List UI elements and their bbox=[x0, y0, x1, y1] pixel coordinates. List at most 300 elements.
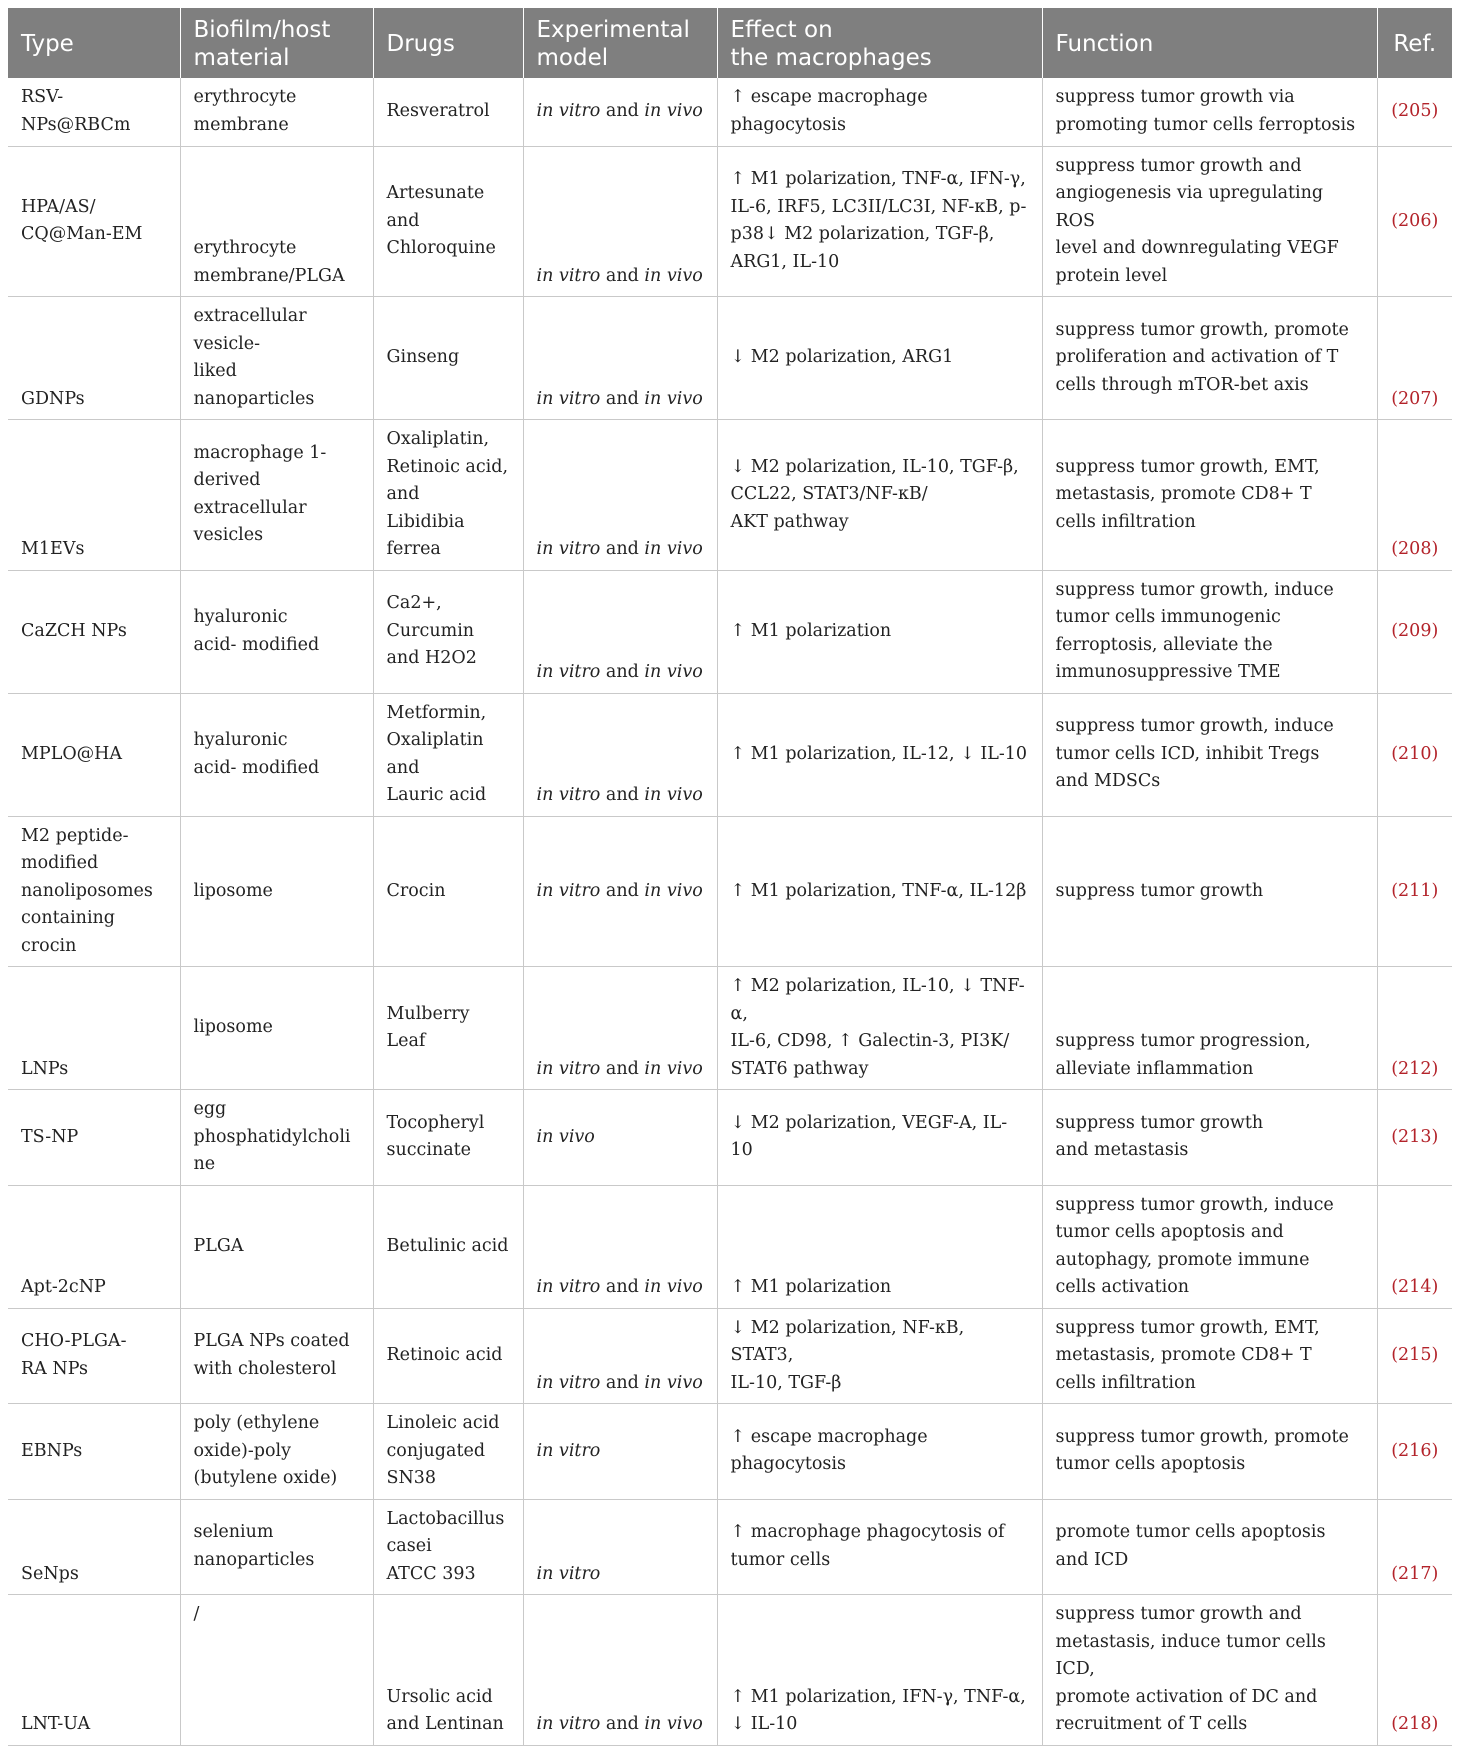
model-text: in vitro bbox=[536, 388, 601, 409]
model-text: in vivo bbox=[644, 880, 703, 901]
drugs-line: ATCC 393 bbox=[386, 1563, 476, 1584]
drugs-line: Retinoic acid bbox=[386, 1345, 503, 1365]
function-line: and MDSCs bbox=[1055, 771, 1161, 792]
ref-paren: ( bbox=[1391, 1126, 1399, 1147]
material-line: extracellular bbox=[193, 497, 307, 518]
effect-line: ↓ M2 polarization, ARG1 bbox=[730, 347, 954, 368]
ref-link[interactable]: 208 bbox=[1398, 539, 1432, 559]
model-text: in vitro bbox=[536, 1714, 601, 1734]
cell-ref bbox=[1377, 1185, 1452, 1308]
material-line: poly (ethylene bbox=[193, 1413, 320, 1433]
cell-function bbox=[1042, 146, 1377, 297]
header-drugs bbox=[373, 8, 523, 78]
cell-model bbox=[523, 1090, 717, 1186]
effect-line: tumor cells bbox=[730, 1549, 831, 1570]
table-row bbox=[8, 1404, 1452, 1500]
type-line: GDNPs bbox=[21, 388, 85, 409]
ref-link[interactable]: 209 bbox=[1398, 620, 1432, 641]
table-row bbox=[8, 1595, 1452, 1746]
header-text: Biofilm/host bbox=[193, 17, 331, 43]
function-line: immunosuppressive TME bbox=[1055, 662, 1281, 682]
model-text: in vivo bbox=[536, 1126, 595, 1147]
cell-type bbox=[8, 1185, 180, 1308]
cell-material bbox=[180, 1404, 373, 1500]
ref-paren: ( bbox=[1391, 1440, 1399, 1461]
drugs-line: Lactobacillus bbox=[386, 1508, 505, 1529]
cell-drugs bbox=[373, 1595, 523, 1746]
table-row bbox=[8, 146, 1452, 297]
effect-line: ↑ M1 polarization, TNF-α, IL-12β bbox=[730, 880, 1027, 901]
header-text: model bbox=[536, 45, 609, 71]
cell-type bbox=[8, 420, 180, 571]
cell-drugs bbox=[373, 420, 523, 571]
ref-link[interactable]: 216 bbox=[1398, 1440, 1432, 1461]
model-text: in vitro bbox=[536, 265, 601, 286]
material-line: acid- modified bbox=[193, 757, 320, 778]
cell-ref bbox=[1377, 1499, 1452, 1595]
ref-paren: ( bbox=[1391, 620, 1399, 641]
model-conjunction: and bbox=[600, 539, 645, 559]
function-line: suppress tumor growth, induce bbox=[1055, 716, 1334, 737]
table-row bbox=[8, 967, 1452, 1090]
ref-paren: ( bbox=[1391, 1714, 1399, 1734]
function-line: suppress tumor growth, EMT, bbox=[1055, 456, 1320, 477]
table-row bbox=[8, 693, 1452, 816]
drugs-line: Oxaliplatin bbox=[386, 730, 484, 750]
effect-line: ↑ M1 polarization, IFN-γ, TNF-α, bbox=[730, 1686, 1026, 1707]
drugs-line: Curcumin bbox=[386, 620, 475, 641]
cell-material bbox=[180, 78, 373, 146]
material-line: erythrocyte bbox=[193, 87, 297, 108]
model-text: in vitro bbox=[536, 1277, 601, 1297]
header-text: Experimental bbox=[536, 17, 690, 43]
table-row bbox=[8, 78, 1452, 146]
material-line: acid- modified bbox=[193, 634, 320, 655]
ref-paren: ) bbox=[1431, 1345, 1439, 1365]
cell-ref bbox=[1377, 1090, 1452, 1186]
model-text: in vivo bbox=[644, 785, 703, 805]
function-line: alleviate inflammation bbox=[1055, 1058, 1254, 1079]
function-line: promoting tumor cells ferroptosis bbox=[1055, 114, 1356, 135]
cell-drugs bbox=[373, 570, 523, 693]
table-row bbox=[8, 570, 1452, 693]
function-line: and ICD bbox=[1055, 1549, 1129, 1570]
cell-ref bbox=[1377, 146, 1452, 297]
cell-function bbox=[1042, 1308, 1377, 1404]
type-line: LNT-UA bbox=[21, 1714, 91, 1734]
function-line: angiogenesis via upregulating ROS bbox=[1055, 183, 1324, 231]
function-line: autophagy, promote immune bbox=[1055, 1249, 1310, 1270]
model-text: in vitro bbox=[536, 880, 601, 901]
model-conjunction: and bbox=[600, 662, 645, 682]
ref-paren: ) bbox=[1431, 210, 1439, 231]
drugs-line: Chloroquine bbox=[386, 238, 496, 258]
effect-line: CCL22, STAT3/NF-κB/ bbox=[730, 484, 928, 504]
material-line: membrane bbox=[193, 114, 289, 135]
model-text: in vitro bbox=[536, 662, 601, 682]
effect-line: ↑ M1 polarization bbox=[730, 620, 892, 641]
cell-model bbox=[523, 1404, 717, 1500]
ref-paren: ( bbox=[1391, 539, 1399, 559]
cell-model bbox=[523, 1595, 717, 1746]
ref-paren: ) bbox=[1431, 1058, 1439, 1079]
effect-line: ↑ M1 polarization bbox=[730, 1277, 892, 1297]
function-line: suppress tumor growth, promote bbox=[1055, 1426, 1349, 1447]
type-line: RSV- bbox=[21, 87, 64, 108]
type-line: nanoliposomes bbox=[21, 880, 153, 901]
header-text: material bbox=[193, 45, 290, 71]
model-text: in vivo bbox=[644, 1372, 703, 1393]
cell-material bbox=[180, 1090, 373, 1186]
header-text: the macrophages bbox=[730, 45, 932, 71]
function-line: suppress tumor growth via bbox=[1055, 87, 1295, 108]
function-line: suppress tumor growth and bbox=[1055, 1604, 1302, 1624]
cell-material bbox=[180, 146, 373, 297]
cell-ref bbox=[1377, 967, 1452, 1090]
cell-ref bbox=[1377, 570, 1452, 693]
cell-ref bbox=[1377, 420, 1452, 571]
cell-material bbox=[180, 1308, 373, 1404]
material-line: / bbox=[193, 1604, 200, 1624]
drugs-line: Crocin bbox=[386, 880, 446, 901]
ref-paren: ) bbox=[1431, 1277, 1439, 1297]
cell-type bbox=[8, 967, 180, 1090]
ref-paren: ( bbox=[1391, 743, 1399, 764]
drugs-line: Ursolic acid bbox=[386, 1686, 493, 1707]
type-line: M2 peptide- bbox=[21, 825, 129, 846]
cell-drugs bbox=[373, 1404, 523, 1500]
cell-function bbox=[1042, 297, 1377, 420]
cell-material bbox=[180, 1595, 373, 1746]
header-function bbox=[1042, 8, 1377, 78]
model-conjunction: and bbox=[600, 880, 645, 901]
effect-line: ↑ escape macrophage phagocytosis bbox=[730, 87, 928, 135]
table-row bbox=[8, 1090, 1452, 1186]
drugs-line: casei bbox=[386, 1536, 432, 1556]
type-line: NPs@RBCm bbox=[21, 114, 131, 135]
cell-effect bbox=[717, 78, 1042, 146]
type-line: SeNps bbox=[21, 1563, 79, 1584]
cell-drugs bbox=[373, 693, 523, 816]
cell-model bbox=[523, 297, 717, 420]
ref-paren: ) bbox=[1431, 539, 1439, 559]
table-row bbox=[8, 1499, 1452, 1595]
drugs-line: ferrea bbox=[386, 539, 441, 559]
model-text: in vivo bbox=[644, 662, 703, 682]
function-line: level and downregulating VEGF bbox=[1055, 238, 1339, 258]
model-text: in vivo bbox=[644, 1277, 703, 1297]
material-line: PLGA NPs coated bbox=[193, 1331, 350, 1352]
type-line: EBNPs bbox=[21, 1440, 83, 1461]
material-line: hyaluronic bbox=[193, 607, 288, 627]
type-line: crocin bbox=[21, 935, 77, 956]
ref-paren: ) bbox=[1431, 101, 1439, 121]
cell-material bbox=[180, 816, 373, 967]
model-text: in vivo bbox=[644, 539, 703, 559]
effect-line: AKT pathway bbox=[730, 511, 849, 532]
type-line: TS-NP bbox=[21, 1126, 79, 1147]
cell-model bbox=[523, 967, 717, 1090]
header-effect bbox=[717, 8, 1042, 78]
material-line: membrane/PLGA bbox=[193, 265, 345, 286]
model-text: in vitro bbox=[536, 785, 601, 805]
effect-line: IL-6, IRF5, LC3II/LC3I, NF-κB, p- bbox=[730, 196, 1027, 217]
cell-effect bbox=[717, 297, 1042, 420]
function-line: suppress tumor growth bbox=[1055, 880, 1264, 901]
drugs-line: Resveratrol bbox=[386, 101, 490, 121]
cell-material bbox=[180, 967, 373, 1090]
cell-model bbox=[523, 1308, 717, 1404]
cell-type bbox=[8, 1308, 180, 1404]
ref-link[interactable]: 206 bbox=[1398, 210, 1432, 231]
effect-line: ↓ IL-10 bbox=[730, 1714, 798, 1734]
cell-type bbox=[8, 1595, 180, 1746]
function-line: tumor cells immunogenic bbox=[1055, 607, 1281, 627]
model-conjunction: and bbox=[600, 388, 645, 409]
cell-type bbox=[8, 297, 180, 420]
table-body bbox=[8, 78, 1452, 1745]
cell-material bbox=[180, 420, 373, 571]
table-row bbox=[8, 1185, 1452, 1308]
model-conjunction: and bbox=[600, 1277, 645, 1297]
ref-paren: ) bbox=[1431, 1714, 1439, 1734]
drugs-line: conjugated bbox=[386, 1440, 486, 1461]
material-line: liposome bbox=[193, 1017, 273, 1038]
drugs-line: SN38 bbox=[386, 1468, 437, 1488]
cell-function bbox=[1042, 1404, 1377, 1500]
model-conjunction: and bbox=[600, 1714, 645, 1734]
cell-function bbox=[1042, 420, 1377, 571]
material-line: extracellular bbox=[193, 306, 307, 326]
ref-link[interactable]: 207 bbox=[1398, 388, 1432, 409]
function-line: protein level bbox=[1055, 265, 1168, 286]
cell-type bbox=[8, 146, 180, 297]
type-line: CaZCH NPs bbox=[21, 620, 127, 641]
drugs-line: Ginseng bbox=[386, 347, 460, 368]
model-text: in vivo bbox=[644, 101, 703, 121]
table-row bbox=[8, 420, 1452, 571]
cell-drugs bbox=[373, 1090, 523, 1186]
cell-effect bbox=[717, 420, 1042, 571]
header-text: Type bbox=[21, 31, 74, 57]
material-line: macrophage 1- bbox=[193, 442, 327, 463]
cell-drugs bbox=[373, 816, 523, 967]
drugs-line: and bbox=[386, 484, 420, 504]
header-model bbox=[523, 8, 717, 78]
cell-model bbox=[523, 570, 717, 693]
ref-paren: ) bbox=[1431, 880, 1439, 901]
model-text: in vitro bbox=[536, 1563, 601, 1584]
effect-line: ARG1, IL-10 bbox=[730, 251, 840, 272]
cell-ref bbox=[1377, 1595, 1452, 1746]
effect-line: ↓ M2 polarization, VEGF-A, IL-10 bbox=[730, 1112, 1008, 1161]
cell-drugs bbox=[373, 146, 523, 297]
ref-link[interactable]: 213 bbox=[1398, 1126, 1432, 1147]
ref-link[interactable]: 217 bbox=[1398, 1563, 1432, 1584]
function-line: proliferation and activation of T bbox=[1055, 347, 1339, 368]
header-text: Ref. bbox=[1393, 31, 1437, 57]
ref-paren: ( bbox=[1391, 1345, 1399, 1365]
cell-effect bbox=[717, 1308, 1042, 1404]
cell-type bbox=[8, 693, 180, 816]
effect-line: p38↓ M2 polarization, TGF-β, bbox=[730, 224, 995, 245]
cell-model bbox=[523, 816, 717, 967]
drugs-line: Oxaliplatin, bbox=[386, 429, 490, 449]
function-line: suppress tumor growth, induce bbox=[1055, 579, 1334, 600]
effect-line: STAT6 pathway bbox=[730, 1058, 869, 1079]
cell-function bbox=[1042, 78, 1377, 146]
material-line: vesicles bbox=[193, 525, 264, 546]
drugs-line: Lauric acid bbox=[386, 785, 487, 805]
model-conjunction: and bbox=[600, 1058, 645, 1079]
cell-material bbox=[180, 1185, 373, 1308]
function-line: suppress tumor growth, promote bbox=[1055, 319, 1349, 340]
ref-paren: ( bbox=[1391, 1277, 1399, 1297]
cell-function bbox=[1042, 570, 1377, 693]
cell-ref bbox=[1377, 1404, 1452, 1500]
type-line: CQ@Man-EM bbox=[21, 224, 143, 245]
model-conjunction: and bbox=[600, 1372, 645, 1393]
effect-line: IL-6, CD98, ↑ Galectin-3, PI3K/ bbox=[730, 1031, 1010, 1051]
type-line: modified bbox=[21, 853, 99, 873]
cell-ref bbox=[1377, 297, 1452, 420]
model-text: in vivo bbox=[644, 1714, 703, 1734]
drugs-line: Metformin, bbox=[386, 702, 487, 723]
function-line: ferroptosis, alleviate the bbox=[1055, 634, 1273, 655]
model-text: in vivo bbox=[644, 1058, 703, 1079]
function-line: suppress tumor growth and bbox=[1055, 155, 1302, 176]
header-text: Effect on bbox=[730, 17, 833, 43]
drugs-line: Betulinic acid bbox=[386, 1235, 509, 1256]
header-material bbox=[180, 8, 373, 78]
function-line: metastasis, promote CD8+ T bbox=[1055, 484, 1312, 504]
cell-type bbox=[8, 1404, 180, 1500]
cell-drugs bbox=[373, 967, 523, 1090]
cell-effect bbox=[717, 1185, 1042, 1308]
material-line: egg bbox=[193, 1099, 227, 1119]
effect-line: ↑ escape macrophage phagocytosis bbox=[730, 1426, 928, 1475]
cell-function bbox=[1042, 1595, 1377, 1746]
drugs-line: and bbox=[386, 757, 420, 778]
ref-link[interactable]: 205 bbox=[1398, 101, 1432, 121]
ref-link[interactable]: 215 bbox=[1398, 1345, 1432, 1365]
function-line: cells through mTOR-bet axis bbox=[1055, 374, 1309, 395]
cell-model bbox=[523, 1499, 717, 1595]
material-line: selenium bbox=[193, 1522, 274, 1543]
function-line: suppress tumor growth, induce bbox=[1055, 1194, 1334, 1215]
drugs-line: Retinoic acid, bbox=[386, 456, 509, 477]
material-line: hyaluronic bbox=[193, 730, 288, 750]
function-line: and metastasis bbox=[1055, 1140, 1189, 1161]
model-text: in vitro bbox=[536, 539, 601, 559]
header-type bbox=[8, 8, 180, 78]
cell-model bbox=[523, 420, 717, 571]
ref-paren: ) bbox=[1431, 620, 1439, 641]
model-conjunction: and bbox=[600, 265, 645, 286]
cell-type bbox=[8, 78, 180, 146]
type-line: LNPs bbox=[21, 1058, 69, 1079]
effect-line: ↑ M1 polarization, TNF-α, IFN-γ, bbox=[730, 169, 1026, 190]
material-line: with cholesterol bbox=[193, 1358, 337, 1379]
type-line: M1EVs bbox=[21, 539, 85, 559]
cell-model bbox=[523, 1185, 717, 1308]
ref-paren: ( bbox=[1391, 1058, 1399, 1079]
cell-drugs bbox=[373, 297, 523, 420]
cell-effect bbox=[717, 570, 1042, 693]
ref-link[interactable]: 210 bbox=[1398, 743, 1432, 764]
ref-link[interactable]: 212 bbox=[1398, 1058, 1432, 1079]
material-line: vesicle- bbox=[193, 333, 260, 354]
function-line: cells infiltration bbox=[1055, 511, 1196, 532]
ref-link[interactable]: 211 bbox=[1398, 880, 1432, 901]
material-line: (butylene oxide) bbox=[193, 1468, 338, 1488]
cell-effect bbox=[717, 693, 1042, 816]
drugs-line: and H2O2 bbox=[386, 648, 477, 669]
function-line: metastasis, promote CD8+ T bbox=[1055, 1345, 1312, 1365]
cell-function bbox=[1042, 1499, 1377, 1595]
cell-effect bbox=[717, 1090, 1042, 1186]
function-line: tumor cells apoptosis bbox=[1055, 1454, 1246, 1475]
drugs-line: Artesunate bbox=[386, 183, 485, 203]
header-row bbox=[8, 8, 1452, 78]
cell-function bbox=[1042, 693, 1377, 816]
function-line: suppress tumor growth bbox=[1055, 1112, 1264, 1133]
cell-drugs bbox=[373, 78, 523, 146]
header-text: Function bbox=[1055, 31, 1154, 57]
effect-line: IL-10, TGF-β bbox=[730, 1372, 842, 1393]
cell-effect bbox=[717, 967, 1042, 1090]
type-line: HPA/AS/ bbox=[21, 196, 96, 217]
cell-ref bbox=[1377, 1308, 1452, 1404]
table-row bbox=[8, 297, 1452, 420]
type-line: containing bbox=[21, 908, 116, 928]
material-line: erythrocyte bbox=[193, 238, 297, 258]
cell-effect bbox=[717, 816, 1042, 967]
type-line: CHO-PLGA- bbox=[21, 1331, 127, 1352]
header-ref bbox=[1377, 8, 1452, 78]
drugs-line: Linoleic acid bbox=[386, 1413, 500, 1433]
cell-material bbox=[180, 1499, 373, 1595]
ref-paren: ) bbox=[1431, 1440, 1439, 1461]
material-line: liposome bbox=[193, 880, 273, 901]
drugs-line: and bbox=[386, 210, 420, 231]
function-line: suppress tumor progression, bbox=[1055, 1031, 1311, 1051]
cell-effect bbox=[717, 1404, 1042, 1500]
cell-type bbox=[8, 1499, 180, 1595]
model-text: in vivo bbox=[644, 265, 703, 286]
effect-line: ↓ M2 polarization, IL-10, TGF-β, bbox=[730, 456, 1019, 477]
cell-material bbox=[180, 693, 373, 816]
ref-link[interactable]: 218 bbox=[1398, 1714, 1432, 1734]
cell-drugs bbox=[373, 1499, 523, 1595]
ref-link[interactable]: 214 bbox=[1398, 1277, 1432, 1297]
cell-effect bbox=[717, 146, 1042, 297]
effect-line: ↓ M2 polarization, NF-κB, STAT3, bbox=[730, 1317, 965, 1365]
drugs-line: and Lentinan bbox=[386, 1714, 504, 1734]
drugs-line: Ca2+, bbox=[386, 593, 442, 614]
ref-paren: ) bbox=[1431, 743, 1439, 764]
drugs-line: succinate bbox=[386, 1140, 472, 1161]
drugs-line: Libidibia bbox=[386, 511, 465, 532]
model-conjunction: and bbox=[600, 785, 645, 805]
model-text: in vitro bbox=[536, 101, 601, 121]
cell-effect bbox=[717, 1595, 1042, 1746]
material-line: liked nanoparticles bbox=[193, 361, 315, 409]
cell-function bbox=[1042, 1090, 1377, 1186]
type-line: Apt-2cNP bbox=[21, 1277, 106, 1297]
function-line: metastasis, induce tumor cells ICD, bbox=[1055, 1631, 1326, 1679]
table-row bbox=[8, 816, 1452, 967]
